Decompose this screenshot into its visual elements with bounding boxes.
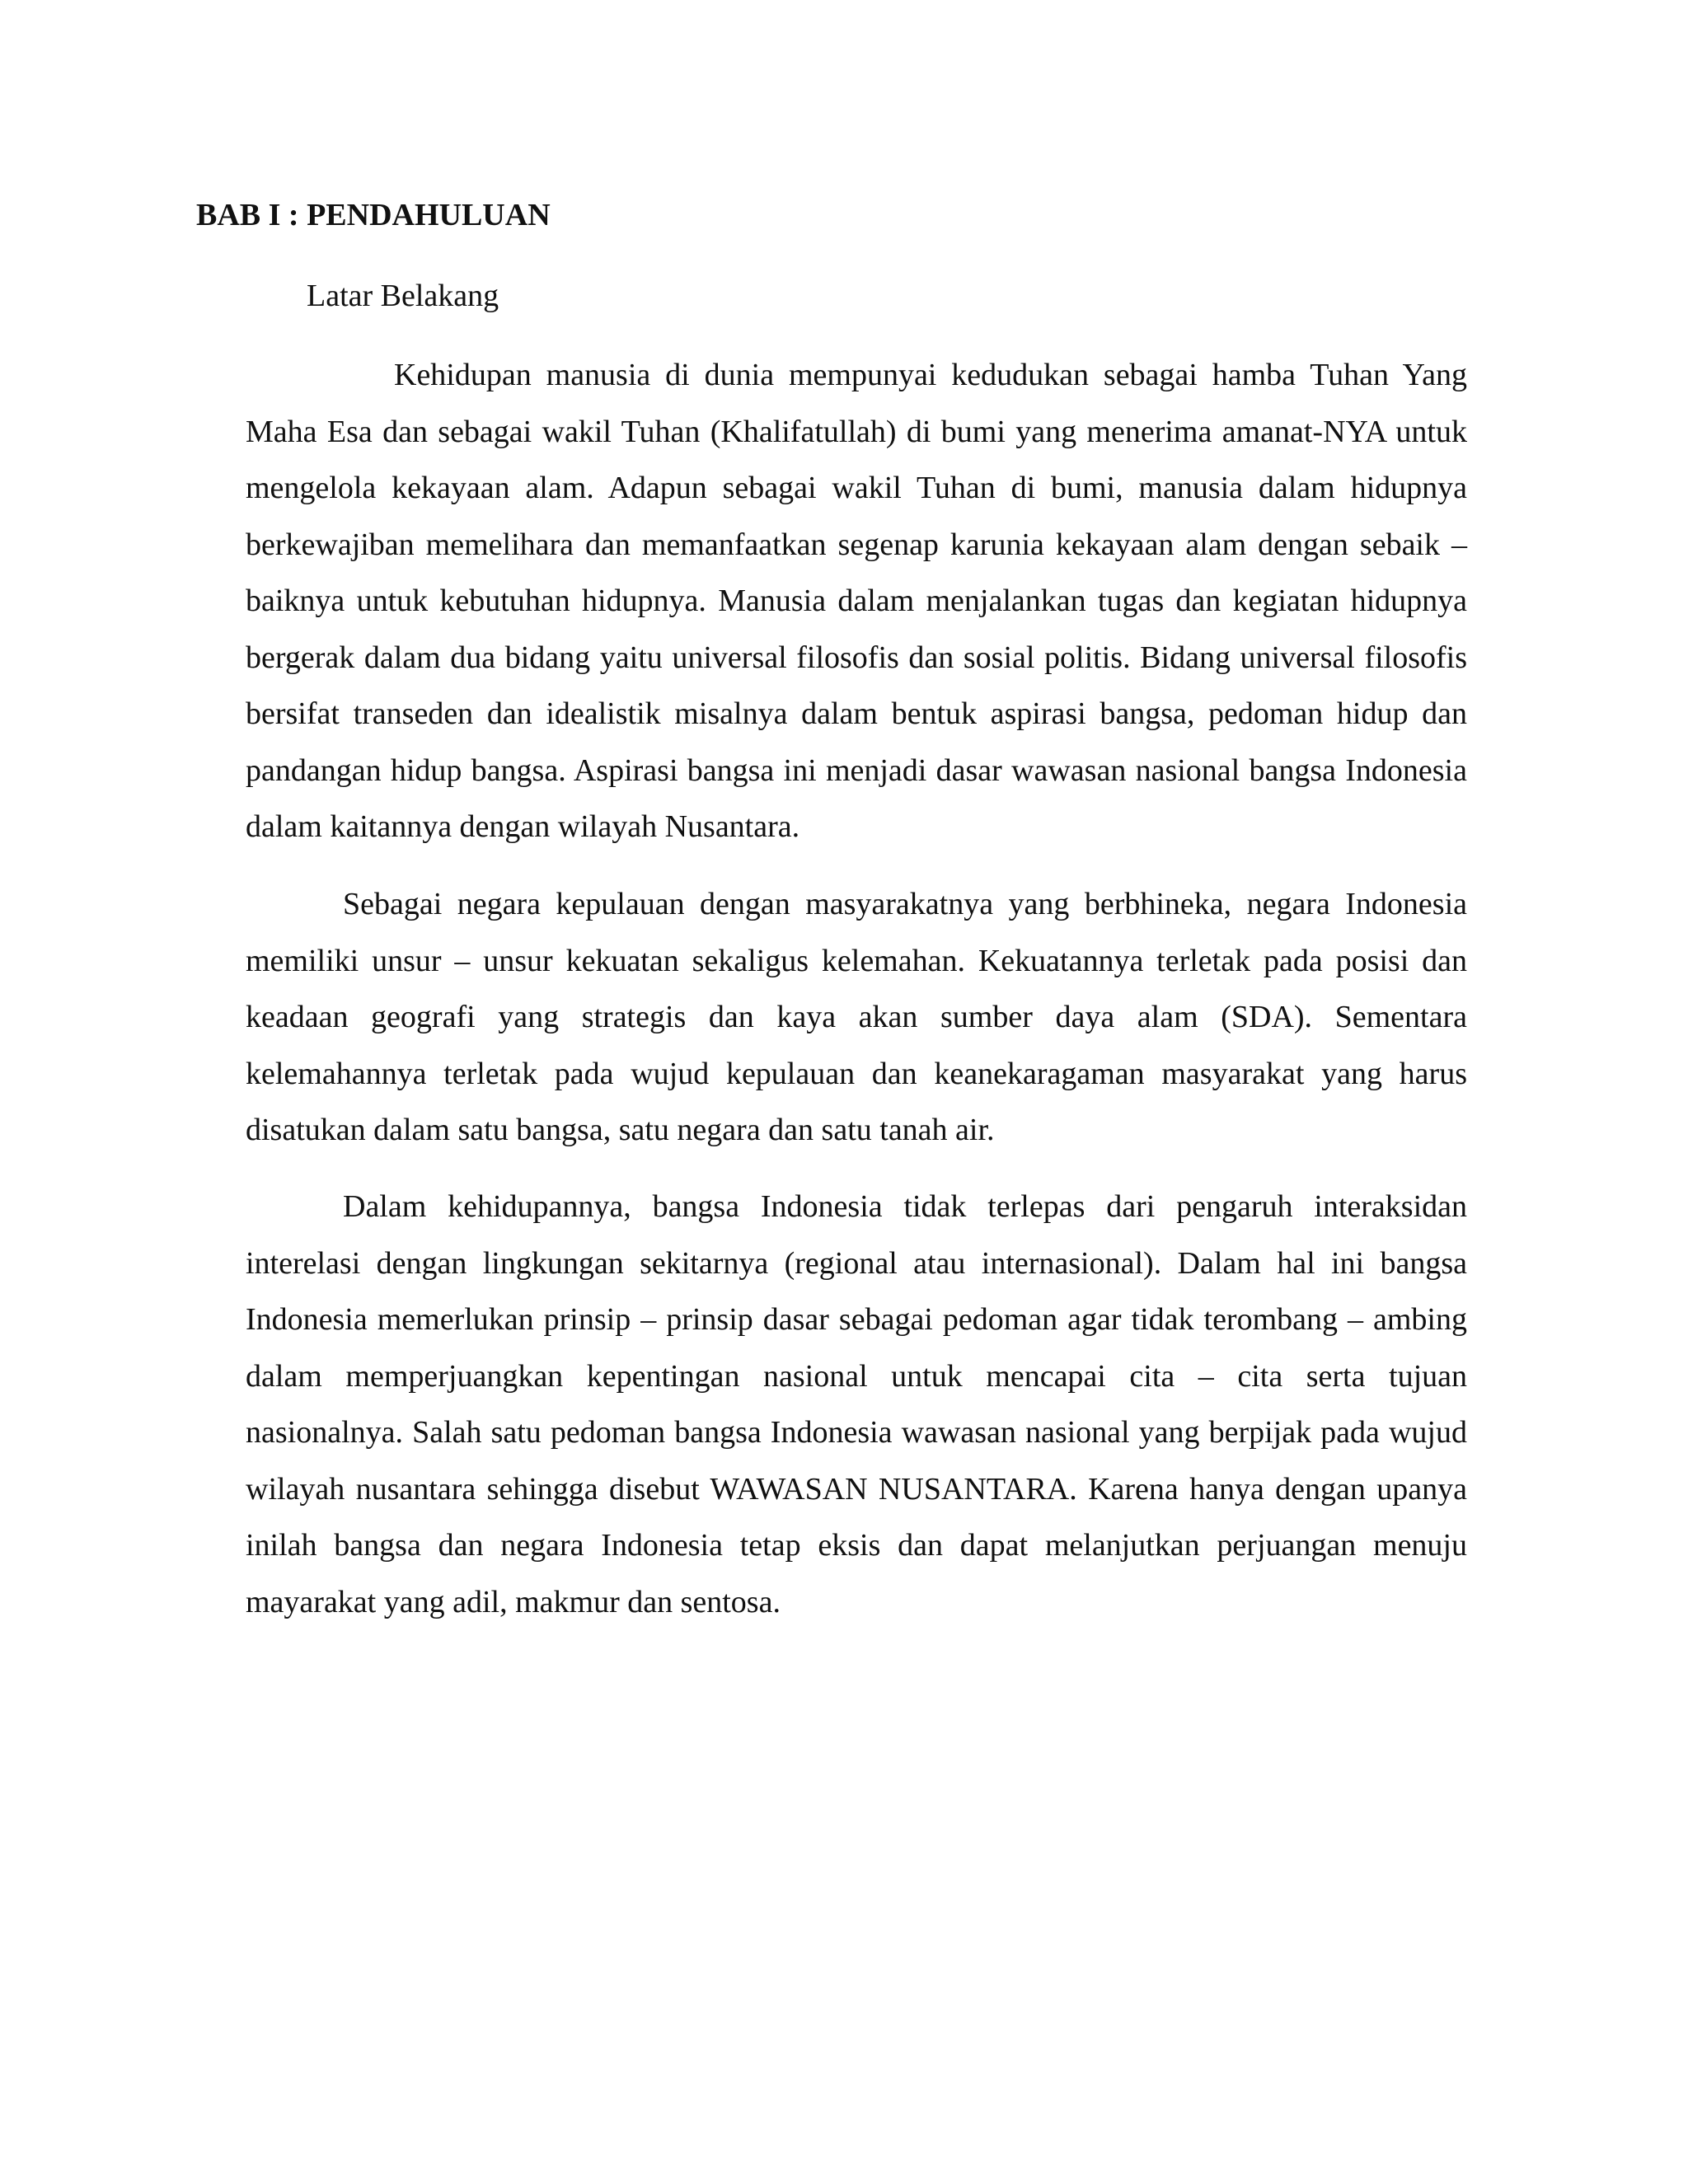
- body-paragraph-2: Sebagai negara kepulauan dengan masyarakatnya yang berbhineka, negara Indonesia memiliki unsur – unsur kekuatan sekaligus kelemahan. Kekuatannya terletak pada posisi dan keadaan geografi yang strategis dan kaya akan sumber daya alam (SDA). Sementara kelemahannya terletak pada wujud kepulauan dan keanekaragaman masyarakat yang harus disatukan dalam satu bangsa, satu negara dan satu tanah air.: [246, 887, 1467, 1147]
- chapter-title: BAB I : PENDAHULUAN: [196, 198, 551, 232]
- body-paragraph-1: Kehidupan manusia di dunia mempunyai kedudukan sebagai hamba Tuhan Yang Maha Esa dan sebagai wakil Tuhan (Khalifatullah) di bumi yang menerima amanat-NYA untuk mengelola kekayaan alam. Adapun sebagai wakil Tuhan di bumi, manusia dalam hidupnya berkewajiban memelihara dan memanfaatkan segenap karunia kekayaan alam dengan sebaik – baiknya untuk kebutuhan hidupnya. Manusia dalam menjalankan tugas dan kegiatan hidupnya bergerak dalam dua bidang yaitu universal filosofis dan sosial politis. Bidang universal filosofis bersifat transeden dan idealistik misalnya dalam bentuk aspirasi bangsa, pedoman hidup dan pandangan hidup bangsa. Aspirasi bangsa ini menjadi dasar wawasan nasional bangsa Indonesia dalam kaitannya dengan wilayah Nusantara.: [246, 358, 1467, 844]
- section-heading: Latar Belakang: [307, 279, 499, 313]
- body-paragraph-3: Dalam kehidupannya, bangsa Indonesia tidak terlepas dari pengaruh interaksidan interelasi dengan lingkungan sekitarnya (regional atau internasional). Dalam hal ini bangsa Indonesia memerlukan prinsip – prinsip dasar sebagai pedoman agar tidak terombang – ambing dalam memperjuangkan kepentingan nasional untuk mencapai cita – cita serta tujuan nasionalnya. Salah satu pedoman bangsa Indonesia wawasan nasional yang berpijak pada wujud wilayah nusantara sehingga disebut WAWASAN NUSANTARA. Karena hanya dengan upanya inilah bangsa dan negara Indonesia tetap eksis dan dapat melanjutkan perjuangan menuju mayarakat yang adil, makmur dan sentosa.: [246, 1189, 1467, 1619]
